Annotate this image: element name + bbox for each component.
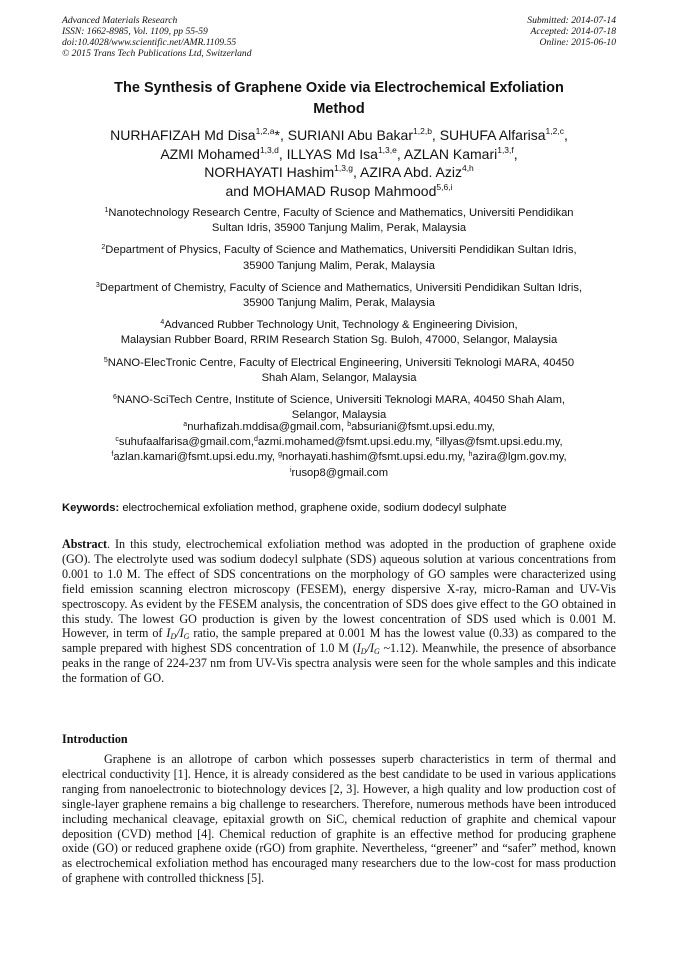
email-address: nurhafizah.mddisa@gmail.com, [187, 421, 345, 433]
affiliation-num: 5 [103, 356, 108, 364]
affiliation-num: 6 [112, 394, 117, 402]
abstract-text-1: . In this study, electrochemical exfoliation method was adopted in the production of graphene oxide (GO). The electrolyte used was sodium dodecyl sulphate (SDS) aqueous solution at various concentrations from 0.001 to 1.0 M. The effect of SDS concentrations on the morphology of GO samples were characterized using field emission scanning electron microscopy (FESEM), energy dispersive X-ray, micro-Raman and UV-Vis spectroscopy. As evident by the FESEM analysis, the concentration of SDS does give effect to the GO obtained in this study. The lowest GO production is given by the lowest concentration of SDS used which is 0.001 M. However, in term of [62, 537, 616, 641]
author-name: AZIRA Abd. Aziz [360, 164, 462, 180]
affiliation-list [62, 206, 616, 430]
affiliation-num: 2 [101, 244, 106, 252]
author-line-2: AZMI Mohamed$^{1,3,d}$, ILLYAS Md Isa$^{1,3,e}$, AZLAN Kamari$^{1,3,f}$, [160, 144, 518, 162]
paper-title [62, 78, 616, 120]
email-key: c [115, 436, 119, 444]
dates-header [527, 15, 616, 48]
author-line-1: NURHAFIZAH Md Disa$^{1,2,a}$*, SURIANI Abu Bakar$^{1,2,b}$, SUHUFA Alfarisa$^{1,2,c}$, [110, 126, 568, 143]
submitted-date: Submitted: 2014-07-14 [527, 15, 616, 26]
author-name: AZLAN Kamari [403, 145, 498, 162]
email-key: i [289, 466, 292, 474]
journal-name: Advanced Materials Research [62, 15, 178, 26]
author-name: MOHAMAD Rusop Mahmood [252, 182, 437, 199]
affiliation-text: Department of Physics, Faculty of Science and Mathematics, Universiti Pendidikan Sultan Idris, [105, 244, 577, 257]
introduction-paragraph: Graphene is an allotrope of carbon which possesses superb characteristics in term of thermal and electrical conductivity [1]. Hence, it is already considered as the best candidate to be used in various applications ranging from nanoelectronic to biotechnology devices [2, 3]. However, a high quality and low production cost of single-layer graphene remains a big challenge to researchers. Therefore, numerous methods have been introduced including mechanical cleavage, epitaxial growth on SiC, chemical reduction of graphite and chemical vapour deposition (CVD) method [4]. Chemical reduction of graphite is an effective method for producing graphene oxide (GO) or reduced graphene oxide (rGO) from graphite. Nevertheless, “greener” and “safer” method, known as electrochemical exfoliation method has encouraged many researchers due to the low-cost for mass production of graphene with controlled thickness [5]. [62, 752, 616, 886]
author-name: NORHAYATI Hashim [204, 164, 335, 180]
affiliation-num: 1 [104, 207, 109, 214]
affiliation [62, 393, 616, 423]
affiliation-text: Advanced Rubber Technology Unit, Technology & Engineering Division, [164, 319, 518, 332]
affiliation [62, 356, 616, 386]
affiliation-num: 4 [160, 319, 165, 327]
keywords [62, 501, 616, 516]
affiliation-line-2: Selangor, Malaysia [291, 409, 387, 422]
title-line-2: Method [313, 101, 365, 117]
title-line-1: The Synthesis of Graphene Oxide via Electrochemical Exfoliation [114, 80, 564, 96]
affiliation-line-2: 35900 Tanjung Malim, Perak, Malaysia [243, 259, 435, 272]
email-line-1 [62, 420, 616, 435]
affiliation-line-2: Malaysian Rubber Board, RRIM Research Station Sg. Buloh, 47000, Selangor, Malaysia [120, 334, 558, 347]
email-address: suhufaalfarisa@gmail.com, [118, 436, 254, 449]
affiliation-num: 3 [95, 281, 100, 289]
author-sup: 4,h [461, 163, 474, 173]
author-name: ILLYAS Md Isa [286, 145, 378, 162]
author-line-3: NORHAYATI Hashim$^{1,3,g}$, AZIRA Abd. Aziz$^{4,h}$ [204, 163, 474, 180]
email-address: norhayati.hashim@fsmt.upsi.edu.my, [281, 451, 466, 464]
author-name: AZMI Mohamed [160, 145, 260, 162]
affiliation-text: Department of Chemistry, Faculty of Science and Mathematics, Universiti Pendidikan Sultan Idris, [99, 281, 583, 294]
email-key: g [278, 451, 282, 459]
doi: doi:10.4028/www.scientific.net/AMR.1109.55 [62, 37, 237, 48]
email-key: a [183, 421, 188, 428]
email-line-4 [62, 466, 616, 481]
affiliation-line-1 [62, 243, 616, 258]
email-address: azmi.mohamed@fsmt.upsi.edu.my, [257, 436, 433, 449]
email-address: azira@lgm.gov.my, [472, 451, 567, 464]
affiliation-line-1 [62, 318, 616, 333]
keywords-label: Keywords: [62, 502, 120, 514]
id-ig-ratio-2: $I_D/I_G$ [356, 641, 380, 657]
keywords-text: electrochemical exfoliation method, graphene oxide, sodium dodecyl sulphate [122, 502, 507, 514]
email-key: f [111, 451, 114, 459]
affiliation [62, 281, 616, 311]
email-key: h [468, 451, 473, 459]
issn: ISSN: 1662-8985, Vol. 1109, pp 55-59 [62, 26, 208, 37]
abstract-text-2: ratio, the sample prepared at 0.001 M has the lowest value (0.33) as compared to the sample prepared with highest SDS concentration of 1.0 M ( [62, 626, 617, 656]
author-sup: 5,6,i [436, 181, 453, 192]
affiliation-line-1 [62, 393, 616, 408]
author-sup: 1,3,g [334, 163, 354, 173]
abstract [62, 537, 616, 686]
email-address: illyas@fsmt.upsi.edu.my, [439, 436, 563, 449]
affiliation [62, 243, 616, 273]
affiliation [62, 206, 616, 236]
id-ig-ratio-1: $I_D/I_G$ [166, 626, 190, 642]
author-name: NURHAFIZAH Md Disa [110, 127, 256, 143]
author-name: SUHUFA Alfarisa [439, 127, 546, 143]
author-sup: 1,3,d [259, 144, 279, 155]
abstract-text-3: ~1.12). Meanwhile, the presence of absorbance peaks in the range of 224-237 nm from UV-Vis spectra analysis were seen for the whole samples and this indicate the formation of GO. [62, 641, 617, 686]
email-line-3 [62, 450, 616, 465]
affiliation-text: Nanotechnology Research Centre, Faculty of Science and Mathematics, Universiti Pendidikan [108, 207, 574, 219]
affiliation [62, 318, 616, 348]
accepted-date: Accepted: 2014-07-18 [530, 26, 616, 37]
author-sup: 1,3,e [377, 144, 397, 155]
email-key: b [347, 421, 352, 428]
email-address: azlan.kamari@fsmt.upsi.edu.my, [113, 451, 275, 464]
online-date: Online: 2015-06-10 [539, 37, 616, 48]
affiliation-line-2: 35900 Tanjung Malim, Perak, Malaysia [243, 297, 435, 310]
author-line-4: and MOHAMAD Rusop Mahmood$^{5,6,i}$ [225, 181, 453, 199]
affiliation-text: NANO-SciTech Centre, Institute of Science, Universiti Teknologi MARA, 40450 Shah Alam, [116, 394, 566, 407]
email-address: absuriani@fsmt.upsi.edu.my, [351, 421, 495, 433]
affiliation-line-1 [62, 356, 616, 371]
author-sup: 1,3,f [497, 144, 514, 155]
email-key: e [435, 436, 440, 444]
email-address: rusop8@gmail.com [291, 466, 389, 479]
copyright: © 2015 Trans Tech Publications Ltd, Switzerland [62, 48, 252, 59]
affiliation-line-1 [62, 206, 616, 221]
journal-header [62, 15, 252, 59]
author-list [62, 126, 616, 200]
email-line-2 [62, 435, 616, 450]
email-key: d [253, 436, 258, 444]
affiliation-line-1 [62, 281, 616, 296]
abstract-label: Abstract [62, 537, 108, 551]
affiliation-line-2: Sultan Idris, 35900 Tanjung Malim, Perak, Malaysia [211, 222, 467, 235]
author-name: SURIANI Abu Bakar [287, 127, 414, 143]
author-sup: 1,2,b [413, 126, 432, 136]
introduction-heading: Introduction [62, 732, 128, 746]
author-sup: 1,2,c [545, 126, 564, 136]
affiliation-line-2: Shah Alam, Selangor, Malaysia [261, 371, 417, 384]
affiliation-text: NANO-ElecTronic Centre, Faculty of Electrical Engineering, Universiti Teknologi MARA, 40450 [107, 356, 575, 369]
email-list [62, 420, 616, 481]
author-sup: 1,2,a [255, 126, 275, 136]
